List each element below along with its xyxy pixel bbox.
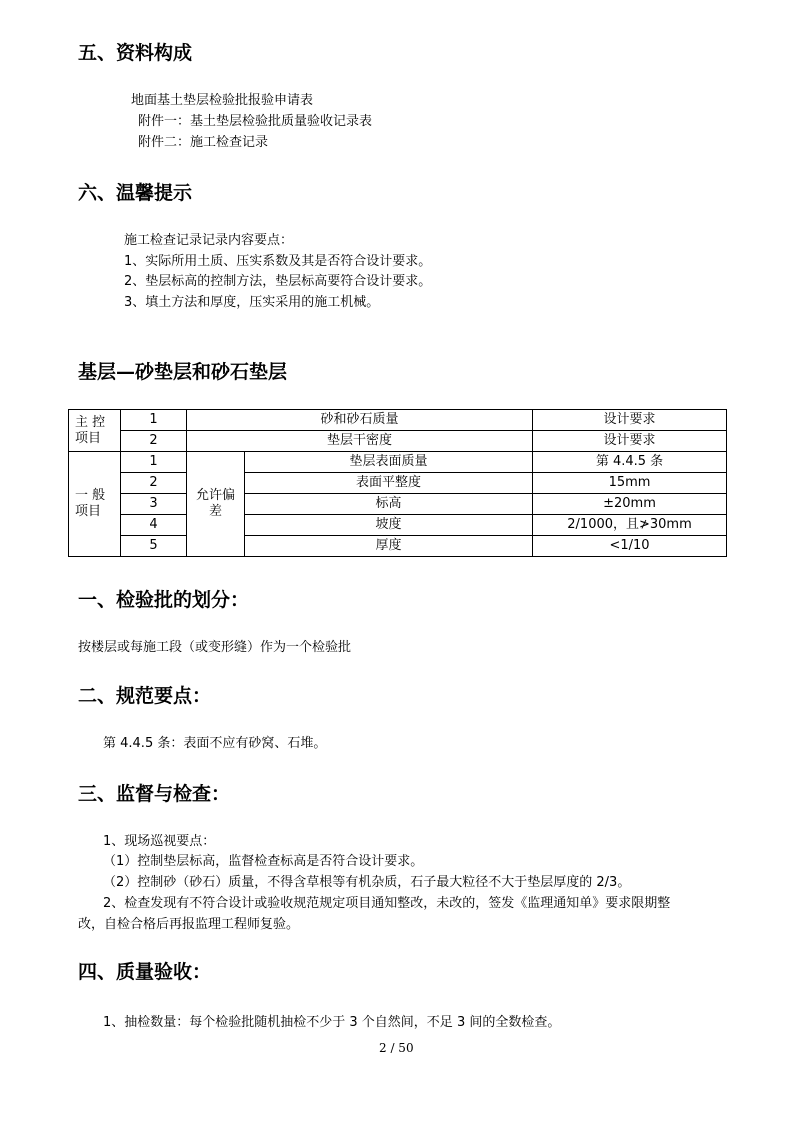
row-requirement: 15mm xyxy=(533,473,727,494)
table-row xyxy=(69,431,727,452)
section-3-title: 三、监督与检查： xyxy=(78,783,231,805)
section-1-text: 按楼层或每施工段（或变形缝）作为一个检验批 xyxy=(78,640,352,655)
base-layer-title: 基层—砂垫层和砂石垫层 xyxy=(78,361,288,383)
section-4-title: 四、质量验收： xyxy=(78,961,212,983)
general-item-label: 一 般 项目 xyxy=(69,452,121,557)
row-requirement: 设计要求 xyxy=(533,431,727,452)
tip-item: 2、垫层标高的控制方法，垫层标高要符合设计要求。 xyxy=(124,274,432,289)
tip-item: 1、实际所用土质、压实系数及其是否符合设计要求。 xyxy=(124,254,432,269)
row-number: 2 xyxy=(121,431,187,452)
row-item: 标高 xyxy=(245,494,533,515)
table-row xyxy=(69,515,727,536)
spec-table xyxy=(68,409,727,557)
row-requirement: 第 4.4.5 条 xyxy=(533,452,727,473)
main-control-label: 主 控 项目 xyxy=(69,410,121,452)
doc-line: 附件二：施工检查记录 xyxy=(138,135,269,150)
table-row xyxy=(69,494,727,515)
table-row xyxy=(69,452,727,473)
row-number: 3 xyxy=(121,494,187,515)
tips-intro: 施工检查记录记录内容要点： xyxy=(124,233,294,248)
doc-line: 地面基土垫层检验批报验申请表 xyxy=(131,93,314,108)
row-item: 垫层表面质量 xyxy=(245,452,533,473)
row-requirement: <1/10 xyxy=(533,536,727,557)
row-item: 表面平整度 xyxy=(245,473,533,494)
table-row xyxy=(69,473,727,494)
section-6-title: 六、温馨提示 xyxy=(78,182,193,204)
row-item: 厚度 xyxy=(245,536,533,557)
page-number: 2 / 50 xyxy=(379,1041,414,1055)
table-row xyxy=(69,536,727,557)
section-5-title: 五、资料构成 xyxy=(78,42,193,64)
row-number: 4 xyxy=(121,515,187,536)
section-2-text: 第 4.4.5 条：表面不应有砂窝、石堆。 xyxy=(103,736,327,751)
row-item: 砂和砂石质量 xyxy=(187,410,533,431)
paragraph: 改，自检合格后再报监理工程师复验。 xyxy=(78,917,300,932)
row-number: 1 xyxy=(121,410,187,431)
paragraph: 2、检查发现有不符合设计或验收规范规定项目通知整改，未改的，签发《监理通知单》要求限期整 xyxy=(103,896,671,911)
section-1-title: 一、检验批的划分： xyxy=(78,589,250,611)
table-row xyxy=(69,410,727,431)
row-requirement: 2/1000，且≯30mm xyxy=(533,515,727,536)
section-2-title: 二、规范要点： xyxy=(78,685,212,707)
row-number: 1 xyxy=(121,452,187,473)
tip-item: 3、填土方法和厚度，压实采用的施工机械。 xyxy=(124,295,380,310)
paragraph: 1、抽检数量：每个检验批随机抽检不少于 3 个自然间，不足 3 间的全数检查。 xyxy=(103,1015,561,1030)
row-number: 5 xyxy=(121,536,187,557)
paragraph: （1）控制垫层标高，监督检查标高是否符合设计要求。 xyxy=(103,854,424,869)
row-requirement: 设计要求 xyxy=(533,410,727,431)
row-number: 2 xyxy=(121,473,187,494)
row-item: 坡度 xyxy=(245,515,533,536)
row-requirement: ±20mm xyxy=(533,494,727,515)
doc-line: 附件一：基土垫层检验批质量验收记录表 xyxy=(138,114,373,129)
row-item: 垫层干密度 xyxy=(187,431,533,452)
paragraph: （2）控制砂（砂石）质量，不得含草根等有机杂质，石子最大粒径不大于垫层厚度的 2/3。 xyxy=(103,875,631,890)
tolerance-label: 允许偏 差 xyxy=(187,452,245,557)
paragraph: 1、现场巡视要点： xyxy=(103,834,216,849)
